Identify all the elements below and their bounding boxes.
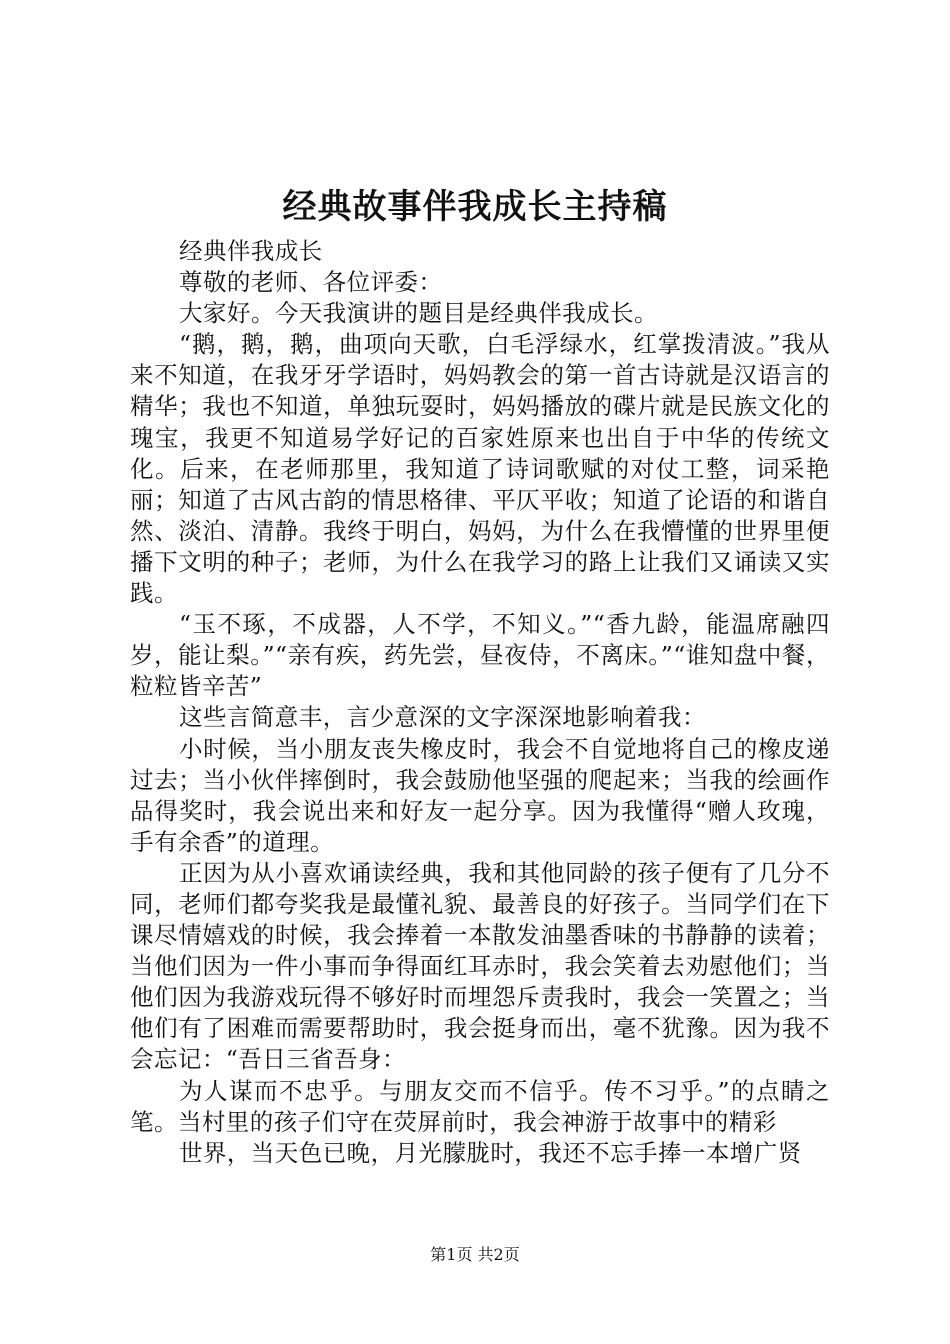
paragraph: 大家好。今天我演讲的题目是经典伴我成长。 <box>179 299 658 328</box>
paragraph: 正因为从小喜欢诵读经典，我和其他同龄的孩子便有了几分不同，老师们都夸奖我是最懂礼貌、最善良的好孩子。当同学们在下课尽情嬉戏的时候，我会捧着一本散发油墨香味的书静静的读着；当他们因为一件小事而争得面红耳赤时，我会笑着去劝慰他们；当他们因为我游戏玩得不够好时而埋怨斥责我时，我会一笑置之；当他们有了困难而需要帮助时，我会挺身而出，毫不犹豫。因为我不会忘记：“吾日三省吾身： <box>130 858 830 1074</box>
page-footer: 第1页 共2页 <box>430 1245 520 1264</box>
paragraph: “鹅，鹅，鹅，曲项向天歌，白毛浮绿水，红掌拨清波。”我从来不知道，在我牙牙学语时，妈妈教会的第一首古诗就是汉语言的精华；我也不知道，单独玩耍时，妈妈播放的碟片就是民族文化的瑰宝，我更不知道易学好记的百家姓原来也出自于中华的传统文化。后来，在老师那里，我知道了诗词歌赋的对仗工整，词采艳丽；知道了古风古韵的情思格律、平仄平收；知道了论语的和谐自然、淡泊、清静。我终于明白，妈妈，为什么在我懵懂的世界里便播下文明的种子；老师，为什么在我学习的路上让我们又诵读又实践。 <box>130 330 830 608</box>
document-body <box>130 236 830 1169</box>
paragraph: 尊敬的老师、各位评委： <box>179 268 443 297</box>
paragraph: “玉不琢，不成器，人不学，不知义。”“香九龄，能温席融四岁，能让梨。”“亲有疾，药先尝，昼夜侍，不离床。”“谁知盘中餐，粒粒皆辛苦” <box>130 610 830 701</box>
paragraph: 小时候，当小朋友丧失橡皮时，我会不自觉地将自己的橡皮递过去；当小伙伴摔倒时，我会鼓励他坚强的爬起来；当我的绘画作品得奖时，我会说出来和好友一起分享。因为我懂得“赠人玫瑰，手有余香”的道理。 <box>130 734 830 856</box>
document-title: 经典故事伴我成长主持稿 <box>282 187 668 227</box>
paragraph: 这些言简意丰，言少意深的文字深深地影响着我： <box>179 703 706 732</box>
paragraph: 世界，当天色已晚，月光朦胧时，我还不忘手捧一本增广贤 <box>179 1138 802 1167</box>
paragraph: 为人谋而不忠乎。与朋友交而不信乎。传不习乎。”的点睛之笔。当村里的孩子们守在荧屏前时，我会神游于故事中的精彩 <box>130 1076 830 1136</box>
paragraph: 经典伴我成长 <box>179 237 323 265</box>
